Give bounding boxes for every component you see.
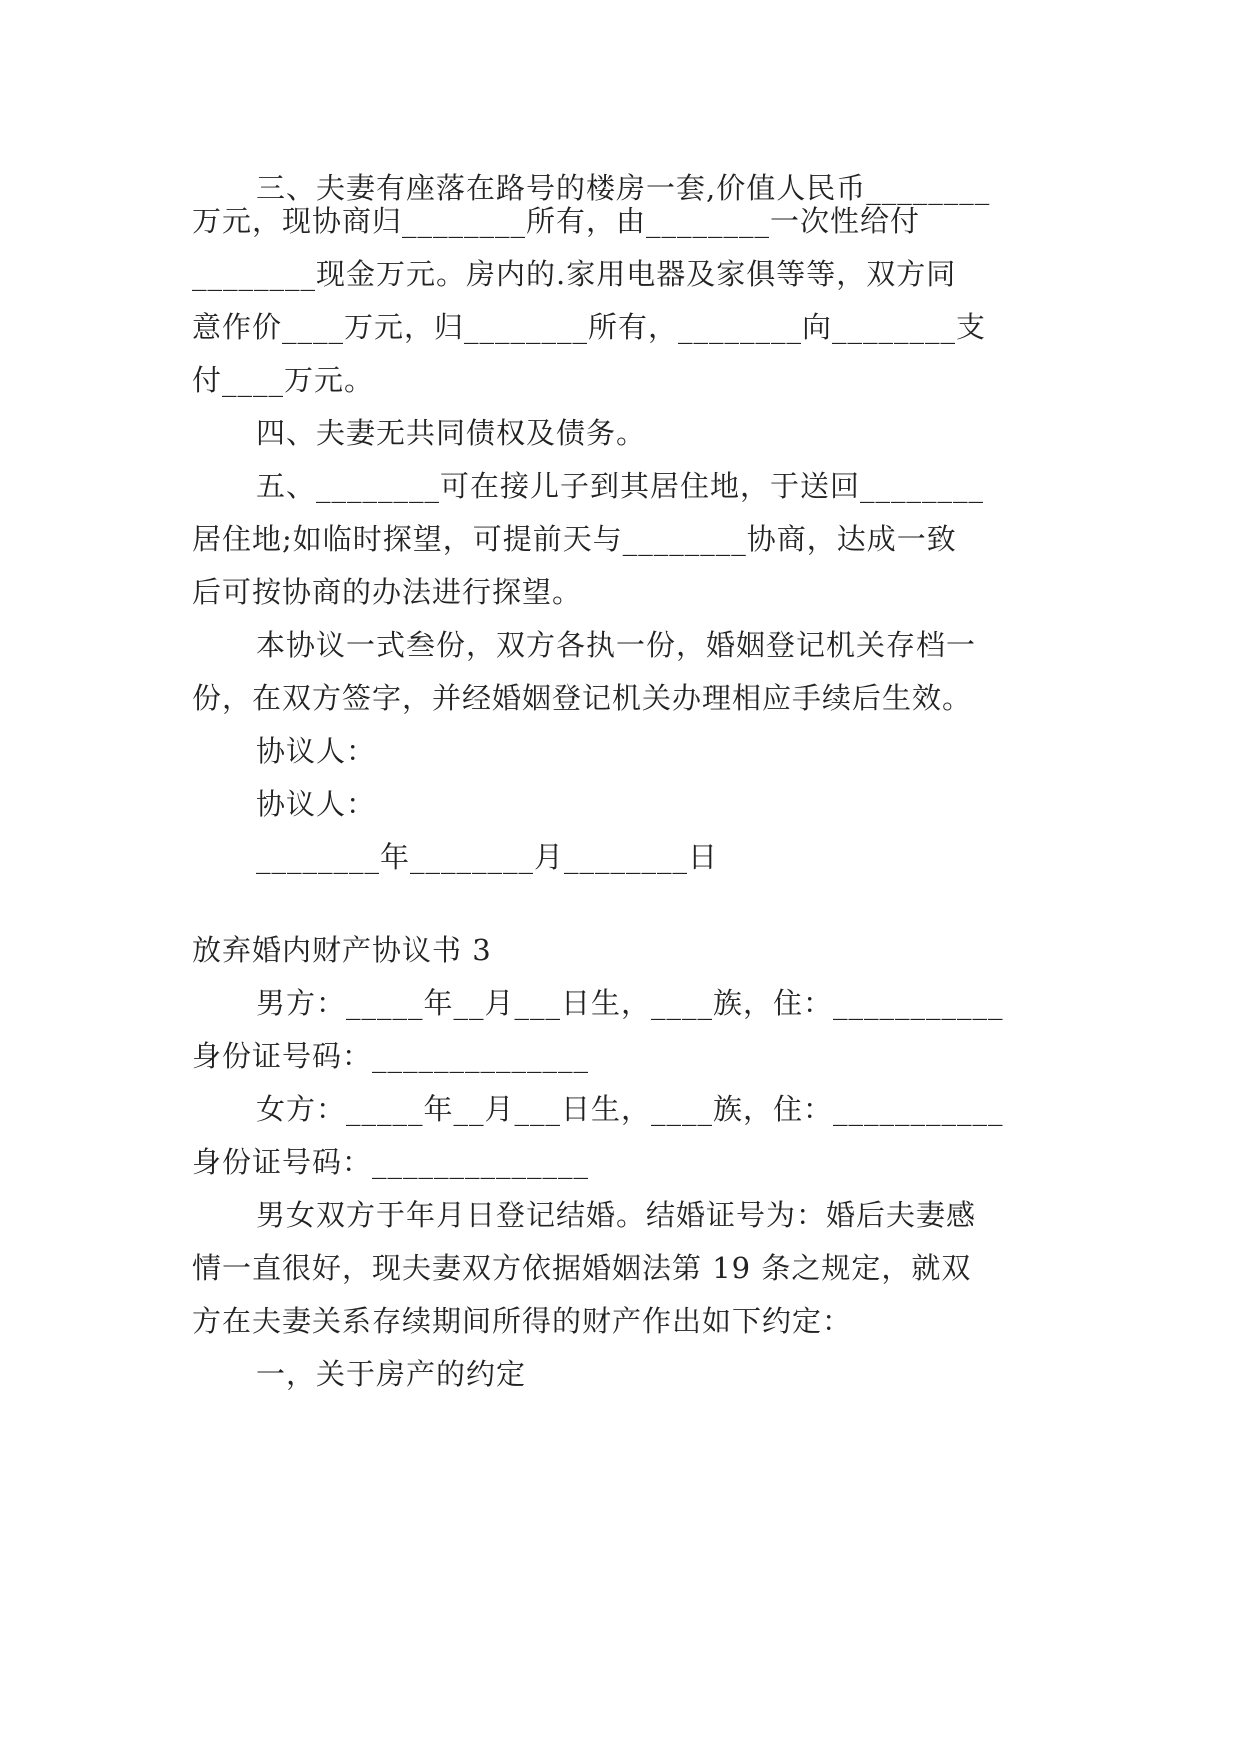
paragraph-three-line-4: 意作价____万元，归________所有，________向________支	[192, 310, 987, 344]
signature-date: ________年________月________日	[256, 840, 719, 874]
property-section-heading: 一，关于房产的约定	[256, 1357, 527, 1391]
section-title: 放弃婚内财产协议书 3	[192, 933, 492, 967]
paragraph-three-line-1: 三、夫妻有座落在路号的楼房一套,价值人民币________	[256, 171, 991, 205]
marriage-paragraph-line-1: 男女双方于年月日登记结婚。结婚证号为：婚后夫妻感	[256, 1198, 977, 1232]
signatory-1: 协议人：	[256, 734, 377, 768]
paragraph-five-line-2: 居住地;如临时探望，可提前天与________协商，达成一致	[192, 522, 957, 556]
male-id-number: 身份证号码：______________	[192, 1039, 590, 1073]
signatory-2: 协议人：	[256, 787, 377, 821]
paragraph-three-line-5: 付____万元。	[192, 363, 375, 397]
female-id-number: 身份证号码：______________	[192, 1145, 590, 1179]
paragraph-five-line-3: 后可按协商的办法进行探望。	[192, 575, 583, 609]
paragraph-five-line-1: 五、________可在接儿子到其居住地，于送回________	[256, 469, 985, 503]
paragraph-three-line-2: 万元，现协商归________所有，由________一次性给付	[192, 204, 921, 238]
agreement-copies-line-1: 本协议一式叁份，双方各执一份，婚姻登记机关存档一	[256, 628, 977, 662]
male-party-info: 男方：_____年__月___日生，____族，住：___________	[256, 986, 1004, 1020]
female-party-info: 女方：_____年__月___日生，____族，住：___________	[256, 1092, 1004, 1126]
paragraph-three-line-3: ________现金万元。房内的.家用电器及家俱等等，双方同	[192, 257, 957, 291]
marriage-paragraph-line-3: 方在夫妻关系存续期间所得的财产作出如下约定：	[192, 1304, 853, 1338]
agreement-copies-line-2: 份，在双方签字，并经婚姻登记机关办理相应手续后生效。	[192, 681, 973, 715]
paragraph-four: 四、夫妻无共同债权及债务。	[256, 416, 647, 450]
marriage-paragraph-line-2: 情一直很好，现夫妻双方依据婚姻法第 19 条之规定，就双	[192, 1251, 972, 1285]
